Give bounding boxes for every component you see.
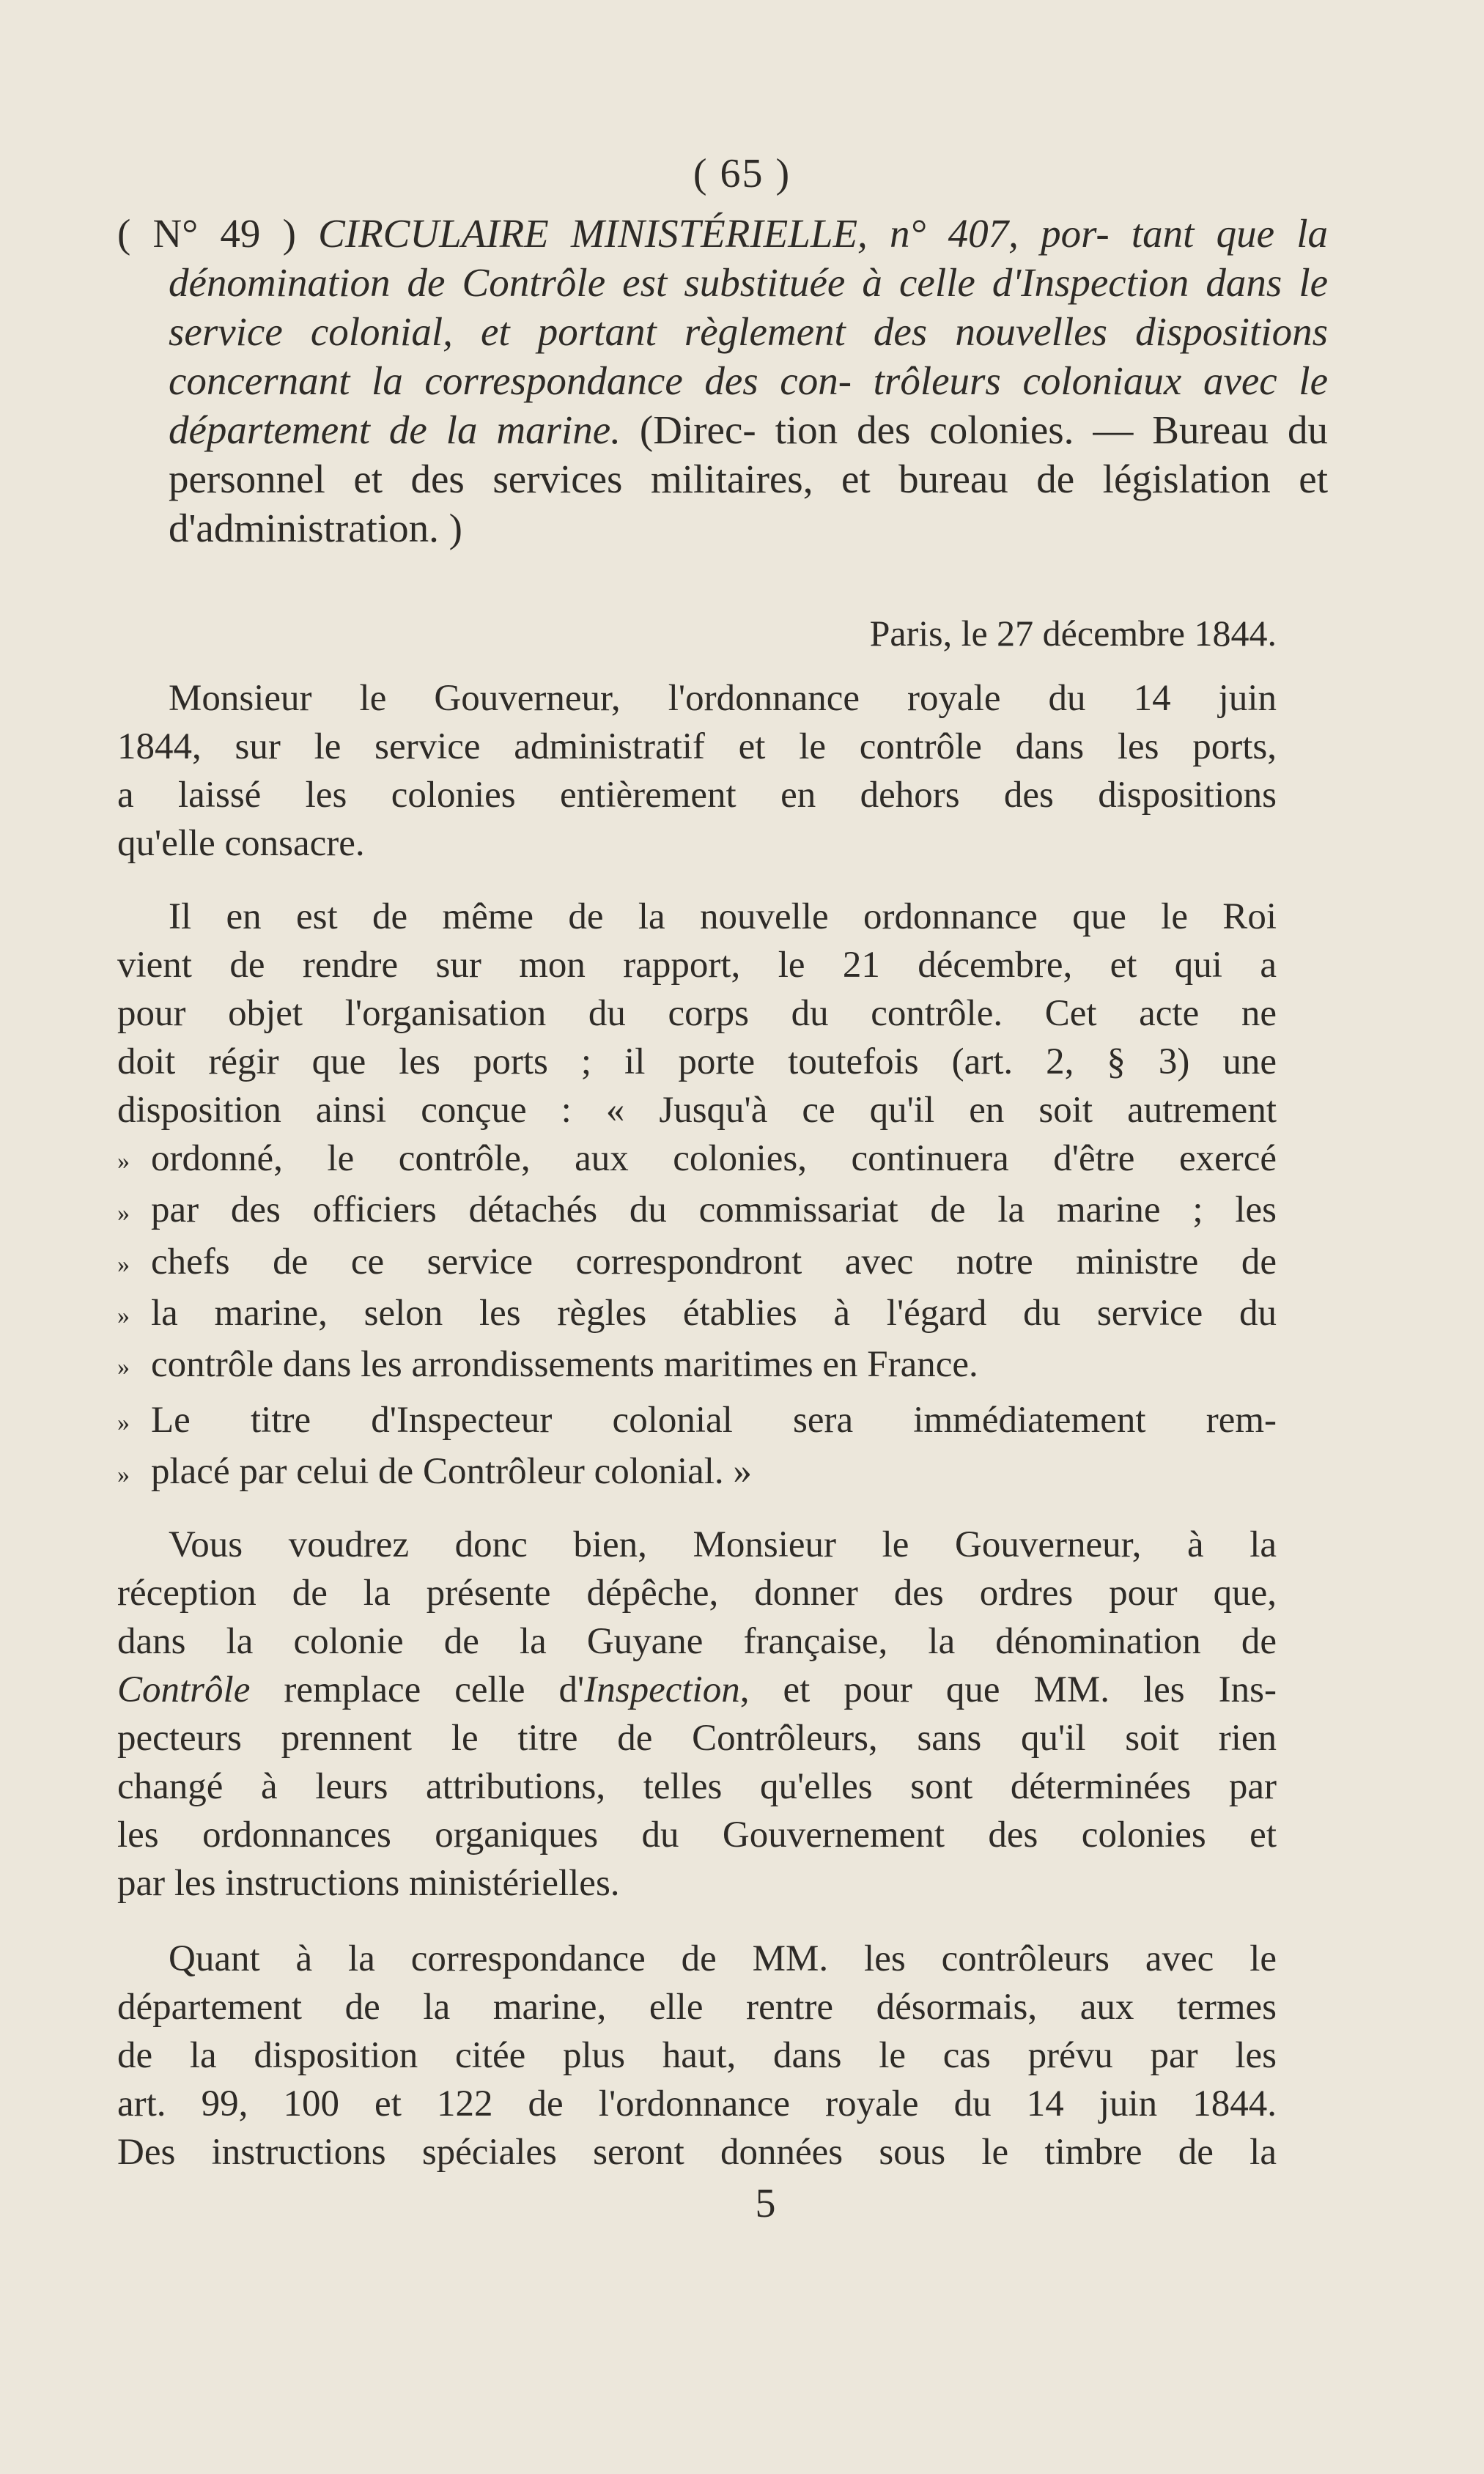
quote-mark: » (117, 1148, 130, 1175)
quoted-line: » par des officiers détachés du commissariat de la marine ; les (117, 1186, 1277, 1237)
paragraph-2 (117, 893, 1277, 1392)
text-line: dans la colonie de la Guyane française, la dénomination de (117, 1621, 1277, 1662)
text-line: 1844, sur le service administratif et le contrôle dans les ports, (117, 726, 1277, 767)
heading-line: d'Inspection dans le service colonial, et portant règlement des (169, 260, 1329, 354)
circular-reference-number: ( N° 49 ) (117, 211, 296, 256)
page-number: ( 65 ) (693, 151, 791, 196)
heading-line: CIRCULAIRE MINISTÉRIELLE, n° 407, por- (318, 211, 1110, 256)
text-line: a laissé les colonies entièrement en dehors des dispositions (117, 775, 1277, 816)
heading-line: trôleurs coloniaux avec le département de la marine. (169, 358, 1329, 452)
text-line: vient de rendre sur mon rapport, le 21 décembre, et qui a (117, 945, 1277, 986)
heading-line: militaires, et bureau de législation et d'administration. ) (169, 457, 1328, 550)
text-line: disposition ainsi conçue : « Jusqu'à ce qu'il en soit autrement (117, 1090, 1277, 1131)
text-line: pour objet l'organisation du corps du contrôle. Cet acte ne (117, 993, 1277, 1034)
letter-date: Paris, le 27 décembre 1844. (869, 613, 1277, 654)
paragraph-3 (117, 1396, 1277, 1499)
quote-mark: » (117, 1461, 130, 1488)
text-line: département de la marine, elle rentre désormais, aux termes (117, 1987, 1277, 2028)
text-line: changé à leurs attributions, telles qu'elles sont déterminées par (117, 1766, 1277, 1807)
heading-line: tion des colonies. — Bureau du personnel et des services (169, 407, 1329, 501)
text-line: Vous voudrez donc bien, Monsieur le Gouverneur, à la (169, 1524, 1277, 1565)
text-line: doit régir que les ports ; il porte toutefois (art. 2, § 3) une (117, 1041, 1277, 1082)
text-line: pecteurs prennent le titre de Contrôleurs, sans qu'il soit rien (117, 1718, 1277, 1759)
quoted-line: » Le titre d'Inspecteur colonial sera immédiatement rem- (117, 1396, 1277, 1447)
quoted-line: » la marine, selon les règles établies à l'égard du service du (117, 1289, 1277, 1340)
text-line: Contrôle remplace celle d'Inspection, et pour que MM. les Ins- (117, 1669, 1277, 1710)
quoted-line: » placé par celui de Contrôleur colonial. » (117, 1447, 1277, 1499)
text-line: par les instructions ministérielles. (117, 1863, 620, 1904)
quote-mark: » (117, 1354, 130, 1381)
paragraph-4 (117, 1521, 1277, 1908)
paragraph-1 (117, 674, 1277, 868)
quoted-line: » chefs de ce service correspondront avec notre ministre de (117, 1238, 1277, 1289)
text-line: art. 99, 100 et 122 de l'ordonnance royale du 14 juin 1844. (117, 2083, 1277, 2124)
paragraph-5 (117, 1935, 1277, 2176)
quote-mark: » (117, 1409, 130, 1437)
quote-mark: » (117, 1250, 130, 1278)
text-line: les ordonnances organiques du Gouvernement des colonies et (117, 1814, 1277, 1856)
text-line: Monsieur le Gouverneur, l'ordonnance royale du 14 juin (169, 678, 1277, 719)
text-line: Quant à la correspondance de MM. les contrôleurs avec le (169, 1938, 1277, 1979)
heading-line: nouvelles dispositions concernant la correspondance des con- (169, 309, 1328, 403)
heading-line: (Direc- (639, 407, 756, 452)
text-line: Des instructions spéciales seront données sous le timbre de la (117, 2132, 1277, 2173)
circular-heading (117, 209, 1328, 553)
quote-mark: » (117, 1199, 130, 1227)
text-line: qu'elle consacre. (117, 823, 365, 864)
text-line: réception de la présente dépêche, donner des ordres pour que, (117, 1573, 1277, 1614)
text-line: Il en est de même de la nouvelle ordonnance que le Roi (169, 896, 1277, 937)
text-line: de la disposition citée plus haut, dans le cas prévu par les (117, 2035, 1277, 2076)
heading-line: tant que la dénomination de Contrôle est substituée à celle (169, 211, 1329, 305)
signature-mark: 5 (755, 2181, 776, 2226)
quoted-line: » ordonné, le contrôle, aux colonies, continuera d'être exercé (117, 1134, 1277, 1186)
quote-mark: » (117, 1302, 130, 1330)
quoted-line: » contrôle dans les arrondissements maritimes en France. (117, 1340, 1277, 1392)
